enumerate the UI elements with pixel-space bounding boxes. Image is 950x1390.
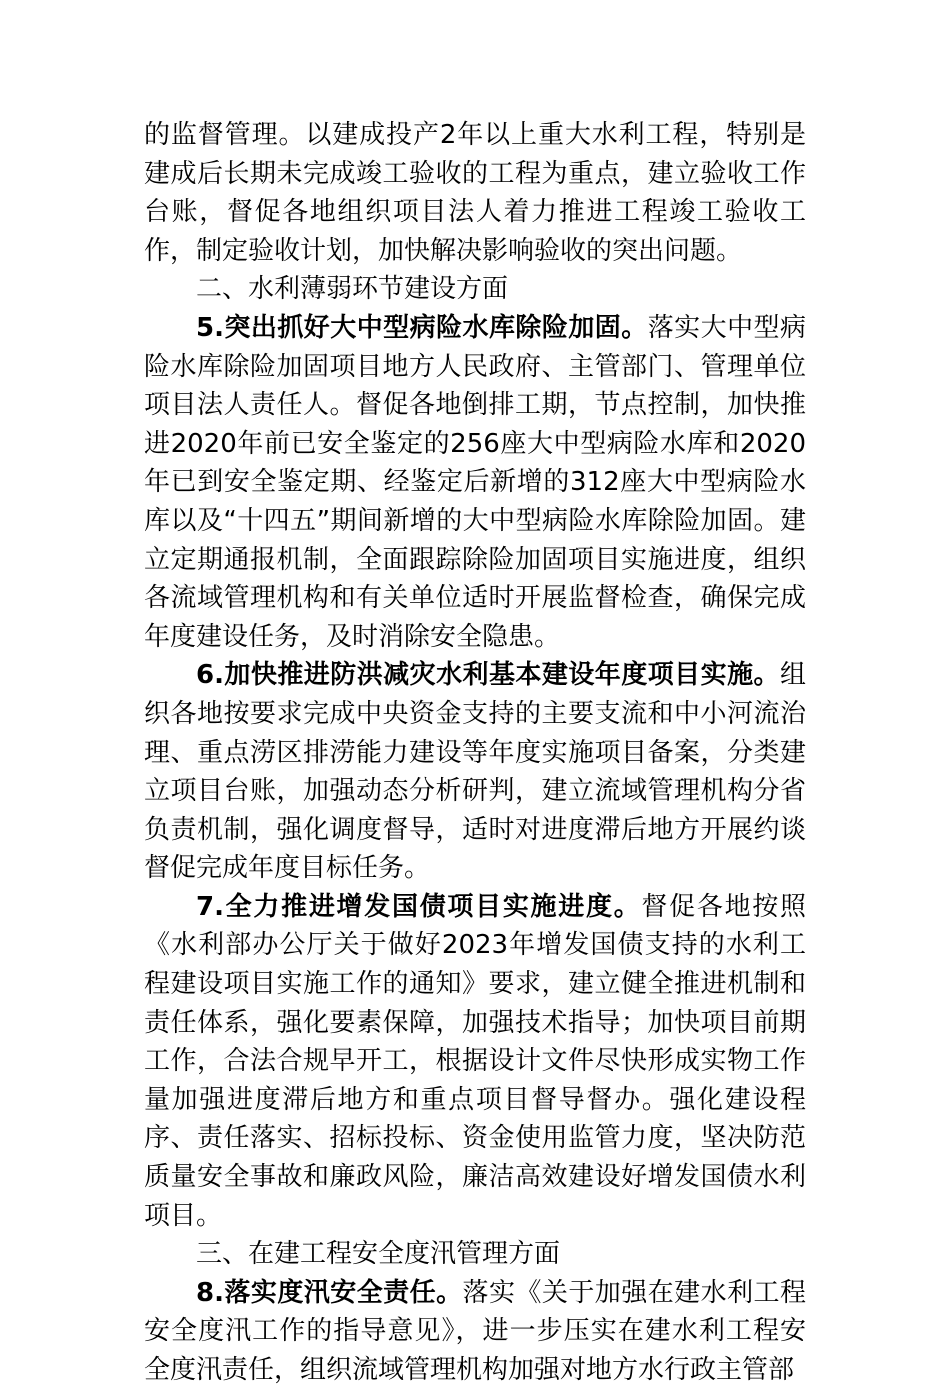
item-lead-5: 5.突出抓好大中型病险水库除险加固。 bbox=[196, 312, 648, 343]
paragraph-text: 落实大中型病险水库除险加固项目地方人民政府、主管部门、管理单位项目法人责任人。督促各地倒排工期，节点控制，加快推进2020年前已安全鉴定的256座大中型病险水库和2020年已到安全鉴定期、经鉴定后新增的312座大中型病险水库以及“十四五”期间新增的大中型病险水库除险加固。建立定期通报机制，全面跟踪除险加固项目实施进度，组织各流域管理机构和有关单位适时开展监督检查，确保完成年度建设任务，及时消除安全隐患。 bbox=[144, 312, 806, 652]
item-lead-6: 6.加快推进防洪减灾水利基本建设年度项目实施。 bbox=[196, 660, 780, 691]
paragraph-text: 督促各地按照《水利部办公厅关于做好2023年增发国债支持的水利工程建设项目实施工作的通知》要求，建立健全推进机制和责任体系，强化要素保障，加强技术指导；加快项目前期工作，合法合规早开工，根据设计文件尽快形成实物工作量加强进度滞后地方和重点项目督导督办。强化建设程序、责任落实、招标投标、资金使用监管力度，坚决防范质量安全事故和廉政风险，廉洁高效建设好增发国债水利项目。 bbox=[144, 891, 806, 1231]
body-paragraph-item-6 bbox=[144, 656, 806, 888]
body-paragraph-item-5 bbox=[144, 309, 806, 656]
heading-text: 三、在建工程安全度汛管理方面 bbox=[196, 1239, 561, 1270]
body-paragraph-1 bbox=[144, 116, 806, 270]
paragraph-text: 落实《关于加强在建水利工程安全度汛工作的指导意见》，进一步压实在建水利工程安全度汛责任，组织流域管理机构加强对地方水行政主管部 bbox=[144, 1277, 806, 1385]
item-lead-8: 8.落实度汛安全责任。 bbox=[196, 1277, 463, 1308]
section-heading-2 bbox=[144, 270, 806, 309]
document-page bbox=[144, 116, 806, 1390]
paragraph-text: 的监督管理。以建成投产2年以上重大水利工程，特别是建成后长期未完成竣工验收的工程为重点，建立验收工作台账，督促各地组织项目法人着力推进工程竣工验收工作，制定验收计划，加快解决影响验收的突出问题。 bbox=[144, 120, 806, 266]
paragraph-text: 组织各地按要求完成中央资金支持的主要支流和中小河流治理、重点涝区排涝能力建设等年度实施项目备案，分类建立项目台账，加强动态分析研判，建立流域管理机构分省负责机制，强化调度督导，适时对进度滞后地方开展约谈督促完成年度目标任务。 bbox=[144, 660, 806, 884]
body-paragraph-item-8 bbox=[144, 1274, 806, 1390]
body-paragraph-item-7 bbox=[144, 888, 806, 1235]
heading-text: 二、水利薄弱环节建设方面 bbox=[196, 274, 509, 305]
section-heading-3 bbox=[144, 1235, 806, 1274]
item-lead-7: 7.全力推进增发国债项目实施进度。 bbox=[196, 891, 642, 922]
